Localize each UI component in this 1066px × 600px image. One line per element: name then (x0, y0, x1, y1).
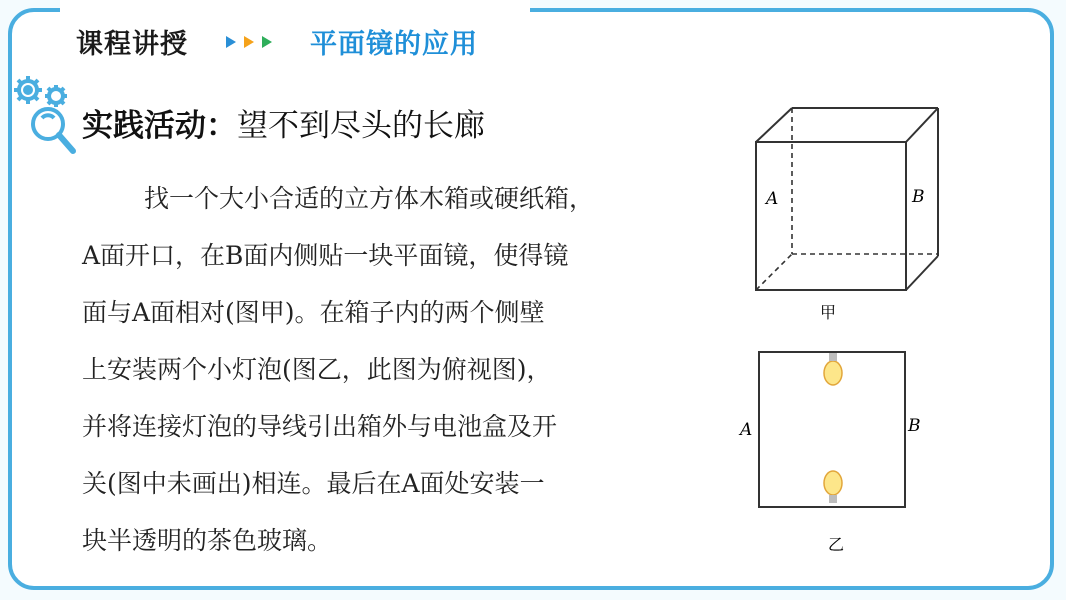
bulb-icon (824, 471, 842, 503)
paragraph-line: 块半透明的茶色玻璃。 (82, 526, 333, 555)
figure-a-left-label: A (766, 189, 779, 209)
figure-top-view (722, 345, 962, 560)
bulb-icon (824, 353, 842, 385)
figure-b-caption: 乙 (828, 535, 845, 554)
activity-heading (82, 100, 485, 145)
paragraph-line: 面与A面相对(图甲)。在箱子内的两个侧壁 (82, 298, 545, 327)
paragraph-line: 上安装两个小灯泡(图乙，此图为俯视图)， (82, 355, 552, 384)
arrow-icon (262, 36, 272, 48)
header-subtitle: 平面镜的应用 (310, 29, 478, 60)
gear-magnifier-icon (8, 70, 88, 162)
paragraph-line: 找一个大小合适的立方体木箱或硬纸箱， (144, 184, 595, 213)
activity-separator: ： (206, 108, 237, 144)
header-title: 课程讲授 (76, 29, 188, 60)
arrow-icon (226, 36, 236, 48)
activity-label: 实践活动 (82, 108, 206, 144)
instruction-paragraph (82, 170, 712, 569)
paragraph-line: 关(图中未画出)相连。最后在A面处安装一 (82, 469, 545, 498)
figure-b-right-label: B (908, 416, 921, 436)
figure-b-left-label: A (740, 420, 753, 440)
paragraph-line: A面开口，在B面内侧贴一块平面镜，使得镜 (82, 241, 569, 270)
figure-a-caption: 甲 (820, 303, 837, 322)
figure-cube (740, 96, 960, 336)
activity-name: 望不到尽头的长廊 (237, 108, 485, 144)
header-arrows (226, 36, 272, 48)
arrow-icon (244, 36, 254, 48)
paragraph-line: 并将连接灯泡的导线引出箱外与电池盒及开 (82, 412, 558, 441)
figure-a-right-label: B (912, 187, 925, 207)
